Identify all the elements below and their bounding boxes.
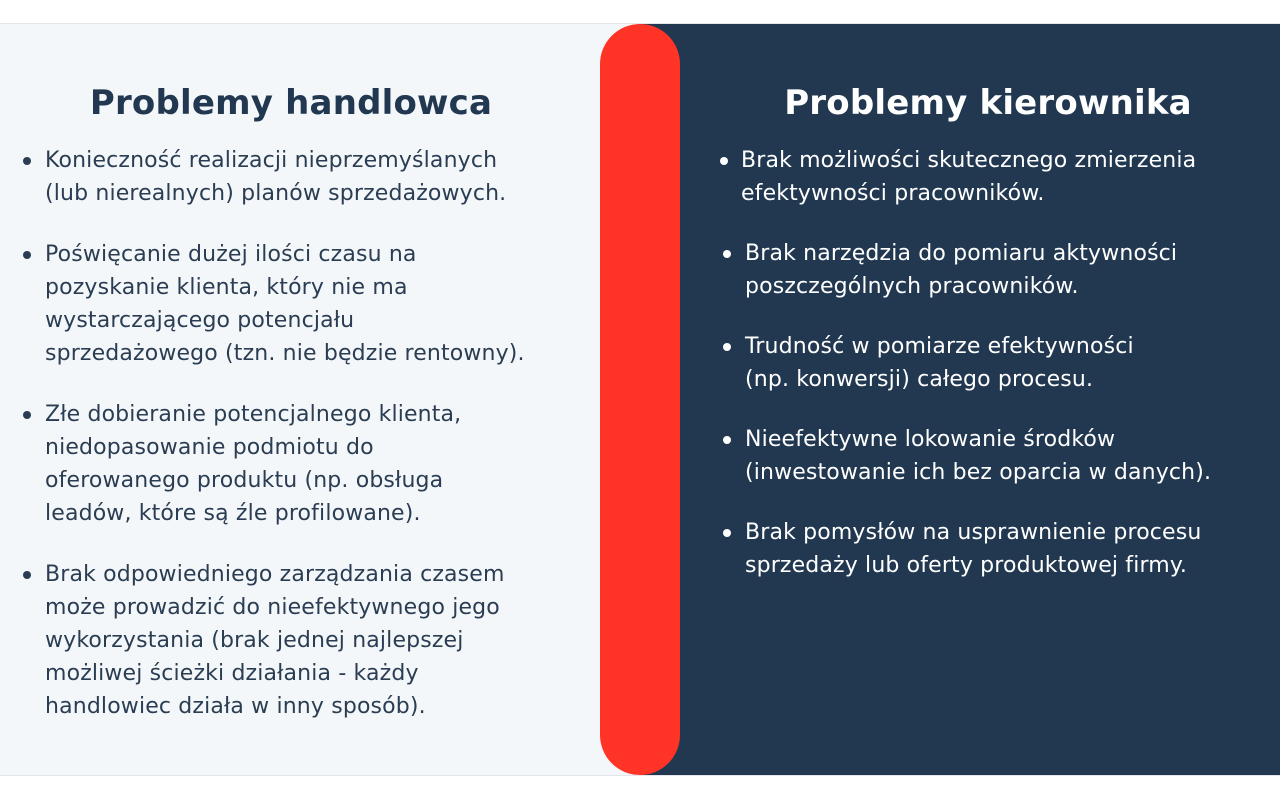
list-item-line: poszczególnych pracowników. — [745, 274, 1079, 299]
bullet-icon — [23, 411, 31, 419]
salesperson-problems-list — [21, 144, 593, 751]
list-item-line: możliwej ścieżki działania - każdy — [45, 661, 419, 686]
bullet-icon — [723, 250, 731, 258]
list-item-line: efektywności pracowników. — [741, 181, 1045, 206]
list-item-line: niedopasowanie podmiotu do — [45, 435, 374, 460]
manager-problems-list — [718, 144, 1278, 609]
comparison-slide — [0, 23, 1280, 776]
list-item — [718, 144, 1278, 210]
list-item-line: Nieefektywne lokowanie środków — [745, 427, 1116, 452]
bullet-icon — [723, 529, 731, 537]
list-item-line: sprzedaży lub oferty produktowej firmy. — [745, 553, 1188, 578]
list-item-line: Trudność w pomiarze efektywności — [745, 334, 1134, 359]
list-item-line: Konieczność realizacji nieprzemyślanych — [45, 148, 498, 173]
list-item-line: wykorzystania (brak jednej najlepszej — [45, 628, 464, 653]
list-item — [21, 238, 593, 370]
list-item-line: leadów, które są źle profilowane). — [45, 501, 421, 526]
list-item-line: (lub nierealnych) planów sprzedażowych. — [45, 181, 507, 206]
salesperson-problems-title: Problemy handlowca — [89, 83, 493, 123]
list-item — [721, 330, 1278, 396]
list-item-line: handlowiec działa w inny sposób). — [45, 694, 426, 719]
bullet-icon — [720, 157, 728, 165]
bullet-icon — [723, 343, 731, 351]
list-item — [21, 398, 593, 530]
list-item — [721, 237, 1278, 303]
bullet-icon — [723, 436, 731, 444]
list-item-line: Poświęcanie dużej ilości czasu na — [45, 242, 417, 267]
list-item-line: wystarczającego potencjału — [45, 308, 355, 333]
bullet-icon — [23, 251, 31, 259]
list-item-line: oferowanego produktu (np. obsługa — [45, 468, 444, 493]
list-item-line: (np. konwersji) całego procesu. — [745, 367, 1094, 392]
list-item-line: pozyskanie klienta, który nie ma — [45, 275, 408, 300]
list-item-line: Brak odpowiedniego zarządzania czasem — [45, 562, 505, 587]
bullet-icon — [23, 571, 31, 579]
list-item — [21, 144, 593, 210]
list-item-line: Brak pomysłów na usprawnienie procesu — [745, 520, 1202, 545]
list-item — [21, 558, 593, 723]
red-divider-bar — [600, 24, 680, 775]
manager-problems-title: Problemy kierownika — [784, 83, 1192, 123]
list-item-line: (inwestowanie ich bez oparcia w danych). — [745, 460, 1212, 485]
list-item-line: sprzedażowego (tzn. nie będzie rentowny). — [45, 341, 525, 366]
list-item-line: Brak możliwości skutecznego zmierzenia — [741, 148, 1197, 173]
list-item-line: może prowadzić do nieefektywnego jego — [45, 595, 500, 620]
bullet-icon — [23, 157, 31, 165]
list-item-line: Złe dobieranie potencjalnego klienta, — [45, 402, 462, 427]
list-item — [721, 516, 1278, 582]
list-item — [721, 423, 1278, 489]
list-item-line: Brak narzędzia do pomiaru aktywności — [745, 241, 1178, 266]
